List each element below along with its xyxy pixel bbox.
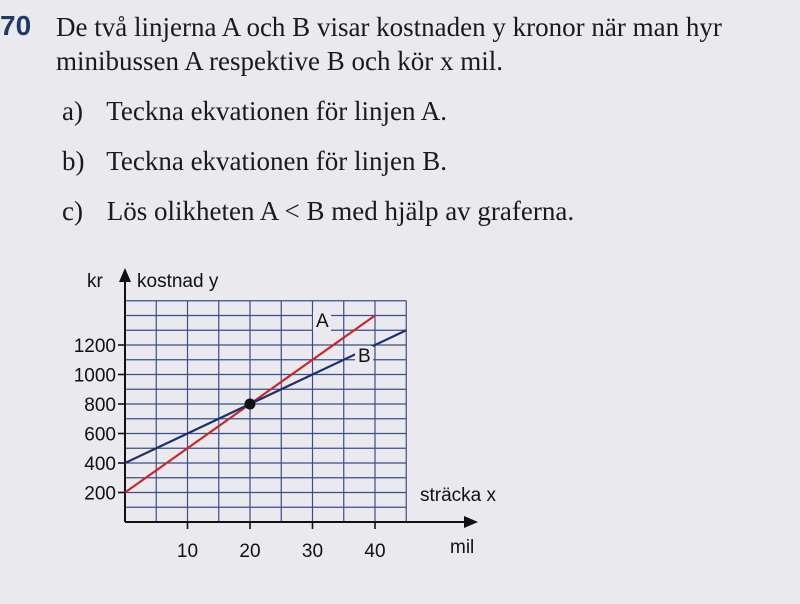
series-label-B: B	[358, 346, 371, 367]
question-c-text: Lös olikheten A < B med hjälp av graferna.	[106, 196, 575, 226]
series-label-A: A	[316, 311, 329, 332]
question-b-label: b)	[62, 146, 85, 176]
x-tick-label: 10	[176, 541, 199, 562]
x-tick-label: 20	[239, 541, 261, 562]
stem-line-1: De två linjerna A och B visar kostnaden y kronor när man hyr	[56, 12, 722, 42]
y-tick-label: 400	[84, 454, 116, 475]
x-unit-label: mil	[450, 537, 475, 558]
y-axis-arrow	[119, 268, 131, 282]
stem-line-2: minibussen A respektive B och kör x mil.	[56, 46, 503, 76]
x-tick-label: 30	[301, 541, 324, 562]
y-tick-label: 200	[84, 483, 116, 505]
question-a-label: a)	[62, 96, 83, 126]
y-tick-label: 1200	[73, 336, 116, 357]
intersection-point	[245, 399, 256, 410]
question-b-text: Teckna ekvationen för linjen B.	[106, 146, 448, 176]
y-tick-label: 600	[84, 424, 116, 446]
x-tick-label: 40	[364, 541, 386, 562]
question-c-label: c)	[62, 196, 83, 226]
question-a-text: Teckna ekvationen för linjen A.	[106, 96, 448, 126]
x-axis-label: sträcka x	[420, 485, 497, 506]
y-unit-label: kr	[87, 271, 103, 292]
y-tick-label: 1000	[73, 365, 116, 387]
problem-number: 70	[0, 10, 32, 41]
x-axis-arrow	[464, 516, 478, 528]
y-tick-label: 800	[84, 395, 116, 416]
y-axis-label: kostnad y	[137, 271, 219, 292]
